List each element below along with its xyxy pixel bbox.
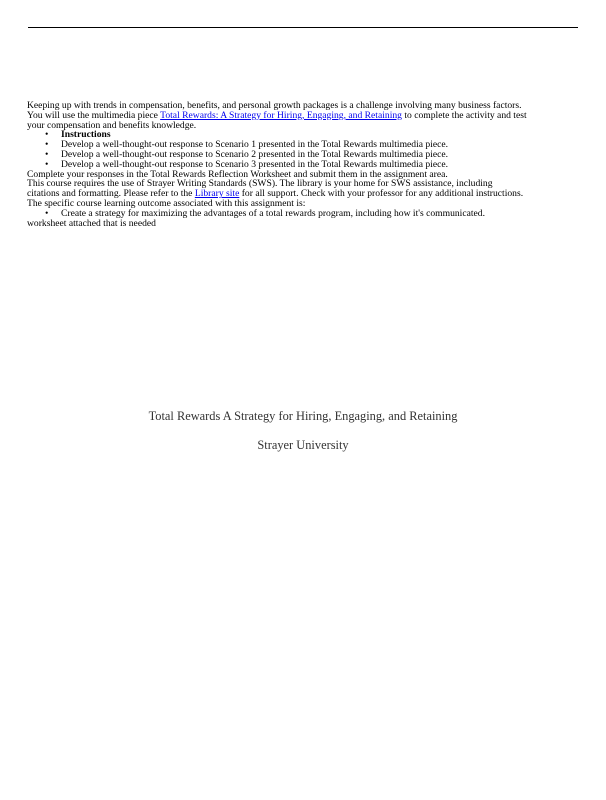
scenario-3-item: Develop a well-thought-out response to Scenario 3 presented in the Total Rewards multimedia piece. — [61, 158, 449, 170]
intro-text: Keeping up with trends in compensation, benefits, and personal growth packages is a challenge involving many business factors. You will use the multimedia piece — [27, 100, 522, 121]
library-site-link[interactable]: Library site — [194, 188, 240, 200]
scenario-1-item: Develop a well-thought-out response to Scenario 1 presented in the Total Rewards multimedia piece. — [61, 139, 449, 151]
outcome-intro: The specific course learning outcome associated with this assignment is: — [27, 197, 306, 209]
worksheet-note: worksheet attached that is needed — [27, 217, 156, 229]
document-title: Total Rewards A Strategy for Hiring, Engaging, and Retaining — [148, 409, 458, 423]
intro-paragraph — [27, 101, 527, 130]
outcome-item: Create a strategy for maximizing the advantages of a total rewards program, including how it's communicated. — [61, 207, 485, 219]
list-item — [27, 160, 527, 170]
assignment-content — [27, 101, 527, 228]
instructions-list — [27, 130, 527, 169]
bullet-icon: • — [45, 148, 49, 160]
bullet-icon: • — [45, 129, 49, 141]
outcome-list — [27, 209, 527, 219]
instructions-heading: Instructions — [61, 129, 111, 141]
bullet-icon: • — [45, 207, 49, 219]
bullet-icon: • — [45, 158, 49, 170]
total-rewards-link[interactable]: Total Rewards: A Strategy for Hiring, Engaging, and Retaining — [160, 109, 402, 121]
institution-name: Strayer University — [257, 438, 349, 452]
sws-text: This course requires the use of Strayer Writing Standards (SWS). The library is your home for SWS assistance, including citations and formatting. Please refer to the — [27, 178, 493, 200]
sws-paragraph — [27, 179, 527, 199]
submit-note: Complete your responses in the Total Rewards Reflection Worksheet and submit them in the assignment area. — [27, 168, 448, 180]
list-item — [27, 209, 527, 219]
bullet-icon: • — [45, 139, 49, 151]
scenario-2-item: Develop a well-thought-out response to Scenario 2 presented in the Total Rewards multimedia piece. — [61, 148, 449, 160]
header-rule — [28, 27, 578, 28]
intro-text-end: to complete the activity and test your compensation and benefits knowledge. — [27, 109, 527, 131]
sws-text-end: for all support. Check with your professor for any additional instructions. — [239, 188, 524, 200]
